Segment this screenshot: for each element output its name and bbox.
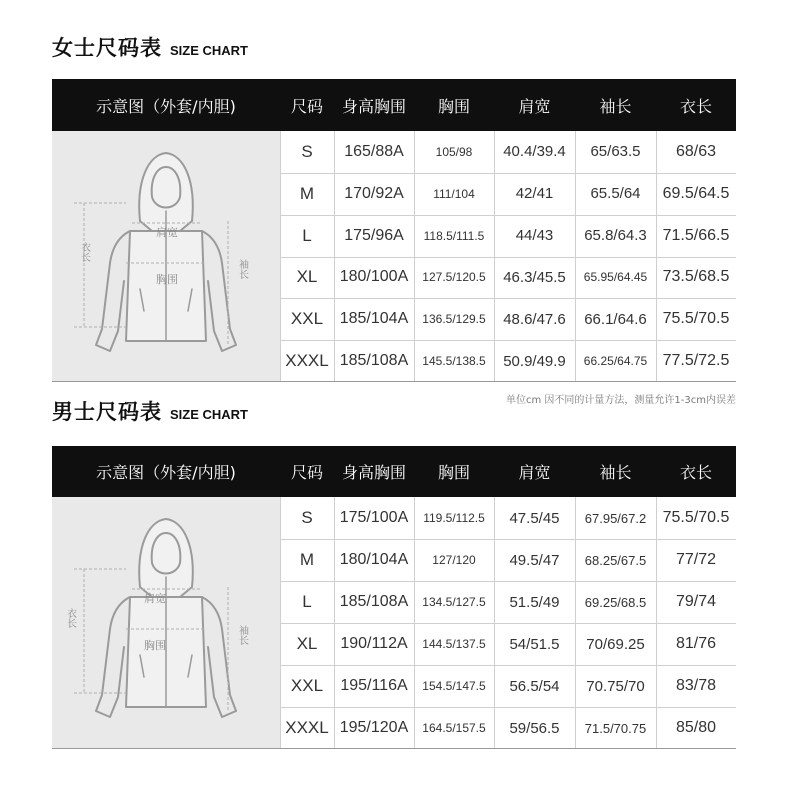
cell-chest: 134.5/127.5 bbox=[422, 595, 486, 609]
table-row bbox=[280, 298, 736, 340]
column-divider bbox=[280, 497, 281, 749]
cell-height-chest: 165/88A bbox=[344, 142, 404, 160]
women-jacket-illustration bbox=[52, 131, 280, 382]
cell-shoulder: 47.5/45 bbox=[509, 509, 560, 527]
cell-shoulder: 48.6/47.6 bbox=[503, 310, 566, 328]
column-divider bbox=[575, 497, 576, 749]
cell-sleeve: 65.95/64.45 bbox=[583, 270, 648, 285]
men-table-body bbox=[52, 497, 736, 749]
diagram-label-chest: 胸围 bbox=[156, 273, 178, 286]
table-row bbox=[280, 131, 736, 173]
cell-chest: 105/98 bbox=[435, 144, 473, 159]
cell-height-chest: 180/104A bbox=[339, 551, 409, 568]
cell-chest: 144.5/137.5 bbox=[422, 637, 486, 651]
cell-sleeve: 71.5/70.75 bbox=[584, 720, 647, 736]
cell-size: XL bbox=[296, 634, 318, 653]
table-bottom-border bbox=[52, 748, 736, 749]
row-divider bbox=[280, 539, 736, 540]
cell-sleeve: 70/69.25 bbox=[586, 635, 645, 653]
women-table-body bbox=[52, 131, 736, 382]
column-divider bbox=[494, 497, 495, 749]
cell-size: M bbox=[299, 183, 315, 203]
row-divider bbox=[280, 340, 736, 341]
cell-shoulder: 42/41 bbox=[515, 185, 554, 203]
cell-length: 73.5/68.5 bbox=[662, 268, 730, 286]
column-divider bbox=[575, 131, 576, 382]
column-divider bbox=[656, 497, 657, 749]
row-divider bbox=[280, 298, 736, 299]
cell-chest: 145.5/138.5 bbox=[422, 354, 486, 369]
cell-length: 68/63 bbox=[675, 142, 717, 160]
cell-height-chest: 185/108A bbox=[339, 352, 409, 370]
cell-chest: 136.5/129.5 bbox=[422, 312, 486, 327]
cell-size: XXXL bbox=[285, 351, 329, 371]
row-divider bbox=[280, 215, 736, 216]
cell-height-chest: 195/120A bbox=[339, 719, 409, 736]
column-divider bbox=[334, 497, 335, 749]
cell-length: 77/72 bbox=[675, 551, 717, 568]
row-divider bbox=[280, 173, 736, 174]
cell-sleeve: 67.95/67.2 bbox=[584, 510, 647, 526]
header-length: 衣长 bbox=[679, 96, 712, 116]
men-header-row bbox=[52, 446, 736, 497]
diagram-label-sleeve: 袖长 bbox=[236, 625, 248, 645]
row-divider bbox=[280, 581, 736, 582]
cell-size: L bbox=[302, 225, 312, 245]
cell-length: 69.5/64.5 bbox=[662, 184, 730, 202]
cell-height-chest: 170/92A bbox=[344, 184, 404, 202]
header-chest: 胸围 bbox=[437, 96, 470, 116]
column-divider bbox=[414, 497, 415, 749]
header-length: 衣长 bbox=[679, 463, 712, 482]
table-row bbox=[280, 173, 736, 215]
cell-size: S bbox=[301, 508, 313, 527]
column-divider bbox=[334, 131, 335, 382]
diagram-label-length: 衣长 bbox=[64, 608, 76, 628]
header-shoulder: 肩宽 bbox=[518, 96, 551, 116]
cell-shoulder: 46.3/45.5 bbox=[503, 268, 566, 286]
cell-height-chest: 195/116A bbox=[340, 677, 408, 694]
column-divider bbox=[494, 131, 495, 382]
women-header-row bbox=[52, 79, 736, 131]
cell-chest: 127.5/120.5 bbox=[422, 270, 486, 285]
cell-length: 75.5/70.5 bbox=[662, 310, 730, 328]
table-row bbox=[280, 539, 736, 581]
table-row bbox=[280, 497, 736, 539]
diagram-label-shoulder: 肩宽 bbox=[156, 226, 178, 239]
jacket-diagram-icon bbox=[52, 131, 280, 382]
column-divider bbox=[280, 131, 281, 382]
cell-length: 77.5/72.5 bbox=[662, 352, 730, 370]
cell-length: 71.5/66.5 bbox=[662, 226, 730, 244]
cell-sleeve: 66.25/64.75 bbox=[583, 354, 648, 369]
men-title-en: SIZE CHART bbox=[170, 407, 248, 422]
cell-length: 79/74 bbox=[675, 593, 717, 610]
cell-shoulder: 56.5/54 bbox=[509, 677, 560, 695]
men-title-cn: 男士尺码表 bbox=[52, 400, 162, 424]
cell-chest: 154.5/147.5 bbox=[422, 679, 486, 693]
cell-chest: 127/120 bbox=[432, 553, 476, 567]
column-divider bbox=[656, 131, 657, 382]
header-chest: 胸围 bbox=[437, 463, 470, 482]
cell-height-chest: 185/108A bbox=[339, 593, 409, 610]
cell-shoulder: 44/43 bbox=[515, 227, 554, 245]
table-bottom-border bbox=[52, 381, 736, 382]
cell-sleeve: 70.75/70 bbox=[586, 677, 645, 695]
cell-shoulder: 54/51.5 bbox=[509, 635, 560, 653]
header-diagram: 示意图（外套/内胆) bbox=[96, 96, 236, 116]
cell-size: XL bbox=[296, 267, 318, 287]
cell-height-chest: 175/100A bbox=[339, 509, 409, 526]
cell-shoulder: 40.4/39.4 bbox=[503, 143, 566, 161]
cell-height-chest: 175/96A bbox=[344, 226, 404, 244]
cell-size: XXXL bbox=[285, 718, 329, 737]
women-title-en: SIZE CHART bbox=[170, 43, 248, 58]
cell-size: XXL bbox=[290, 309, 324, 329]
cell-length: 75.5/70.5 bbox=[662, 509, 730, 526]
cell-chest: 164.5/157.5 bbox=[422, 721, 486, 735]
table-row bbox=[280, 665, 736, 707]
table-row bbox=[280, 581, 736, 623]
table-row bbox=[280, 707, 736, 749]
cell-size: M bbox=[299, 550, 315, 569]
row-divider bbox=[280, 665, 736, 666]
cell-sleeve: 68.25/67.5 bbox=[584, 552, 647, 568]
diagram-label-shoulder: 肩宽 bbox=[144, 592, 166, 605]
cell-shoulder: 50.9/49.9 bbox=[503, 352, 566, 370]
cell-height-chest: 185/104A bbox=[339, 310, 409, 328]
women-size-chart bbox=[52, 79, 736, 382]
women-title-cn: 女士尺码表 bbox=[52, 36, 162, 60]
cell-chest: 111/104 bbox=[433, 186, 475, 201]
cell-height-chest: 190/112A bbox=[340, 635, 408, 652]
cell-length: 81/76 bbox=[675, 635, 717, 652]
women-section-title bbox=[52, 32, 248, 62]
cell-sleeve: 66.1/64.6 bbox=[584, 310, 647, 328]
cell-chest: 118.5/111.5 bbox=[423, 228, 485, 243]
table-row bbox=[280, 340, 736, 382]
diagram-label-chest: 胸围 bbox=[144, 639, 166, 652]
header-sleeve: 袖长 bbox=[599, 463, 632, 482]
cell-size: S bbox=[301, 141, 313, 161]
cell-sleeve: 65/63.5 bbox=[590, 143, 641, 161]
cell-sleeve: 65.8/64.3 bbox=[584, 227, 647, 245]
row-divider bbox=[280, 257, 736, 258]
cell-sleeve: 65.5/64 bbox=[590, 185, 641, 203]
header-height-chest: 身高胸围 bbox=[341, 463, 406, 482]
cell-size: XXL bbox=[290, 676, 324, 695]
table-row bbox=[280, 623, 736, 665]
row-divider bbox=[280, 623, 736, 624]
cell-shoulder: 51.5/49 bbox=[509, 593, 560, 611]
header-sleeve: 袖长 bbox=[599, 96, 632, 116]
measurement-note: 单位cm 因不同的计量方法，测量允许1-3cm内误差 bbox=[506, 395, 736, 406]
men-section-title bbox=[52, 396, 248, 426]
cell-length: 83/78 bbox=[675, 677, 717, 694]
header-diagram: 示意图（外套/内胆) bbox=[96, 463, 236, 482]
row-divider bbox=[280, 707, 736, 708]
cell-length: 85/80 bbox=[675, 719, 717, 736]
header-size: 尺码 bbox=[290, 96, 323, 116]
men-jacket-illustration bbox=[52, 497, 280, 749]
header-size: 尺码 bbox=[290, 463, 323, 482]
column-divider bbox=[414, 131, 415, 382]
table-row bbox=[280, 215, 736, 257]
men-size-chart bbox=[52, 446, 736, 749]
cell-shoulder: 49.5/47 bbox=[509, 551, 560, 569]
cell-chest: 119.5/112.5 bbox=[423, 511, 485, 525]
jacket-diagram-icon bbox=[52, 497, 280, 749]
header-shoulder: 肩宽 bbox=[518, 463, 551, 482]
diagram-label-sleeve: 袖长 bbox=[236, 259, 248, 279]
cell-height-chest: 180/100A bbox=[339, 268, 409, 286]
cell-sleeve: 69.25/68.5 bbox=[584, 594, 647, 610]
cell-shoulder: 59/56.5 bbox=[509, 719, 560, 737]
header-height-chest: 身高胸围 bbox=[341, 96, 406, 116]
diagram-label-length: 衣长 bbox=[78, 242, 90, 262]
cell-size: L bbox=[302, 592, 312, 611]
table-row bbox=[280, 257, 736, 299]
